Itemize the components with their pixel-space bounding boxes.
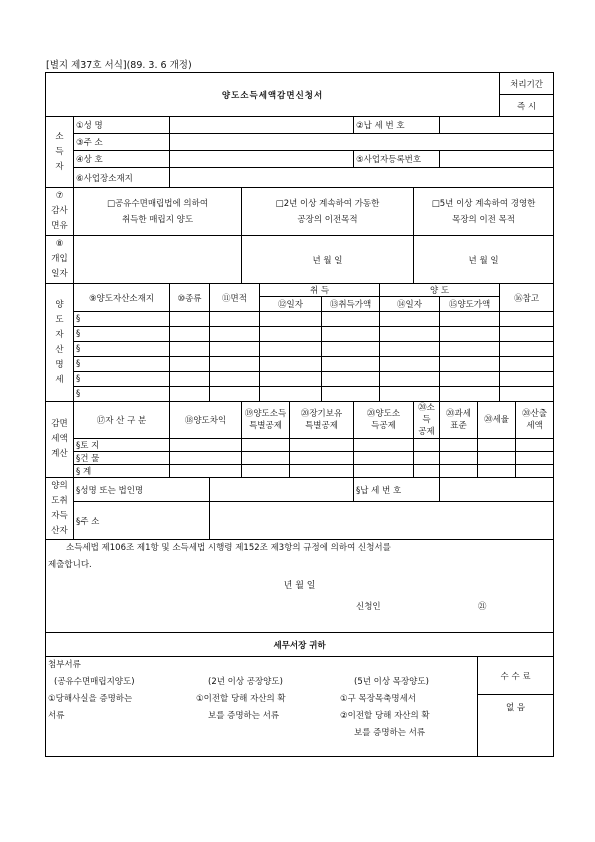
form-reference: [별지 제37호 서식](89. 3. 6 개정) — [46, 60, 192, 71]
asset-row[interactable] — [46, 387, 554, 402]
transferee-section-label: 양의 도취 자득 산자 — [46, 478, 74, 540]
tax-office-addressee: 세무서장 귀하 — [46, 633, 554, 657]
capital-gain-header: ⑱양도차익 — [170, 402, 242, 439]
calc-total-label: § 계 — [74, 465, 170, 478]
transfer-income-deduction-header: ⑳양도소 득공제 — [354, 402, 414, 439]
asset-area-header: ⑪면적 — [210, 284, 260, 312]
transferee-taxpayer-no-label: §납 세 번 호 — [354, 478, 440, 502]
calc-building-label: §건 물 — [74, 452, 170, 465]
asset-row[interactable] — [46, 312, 554, 327]
asset-location-header: ⑨양도자산소재지 — [74, 284, 170, 312]
transfer-header: 양 도 — [380, 284, 500, 297]
asset-row[interactable] — [46, 372, 554, 387]
calc-section-label: 감면 세액 계산 — [46, 402, 74, 478]
taxpayer-no-label: ②납 세 번 호 — [354, 117, 440, 134]
acquisition-header: 취 득 — [260, 284, 380, 297]
calculated-tax-header: ⑳산출 세액 — [516, 402, 554, 439]
applicant-name-field[interactable] — [170, 117, 354, 134]
transferee-name-label: §성명 또는 법인명 — [74, 478, 210, 502]
processing-period-label: 처리기간 — [500, 73, 554, 95]
business-start-label: ⑧ 개입 일자 — [46, 236, 74, 284]
asset-row-marker: § — [74, 387, 170, 402]
acquisition-date-header: ⑫일자 — [260, 297, 322, 312]
transferee-address-field[interactable] — [210, 502, 554, 540]
income-deduction-header: ⑳소득 공제 — [414, 402, 440, 439]
reduction-reason-label: ⑦ 감사 면유 — [46, 188, 74, 236]
special-deduction-header: ⑲양도소득 특별공제 — [242, 402, 290, 439]
transfer-price-header: ⑮양도가액 — [440, 297, 500, 312]
declaration-date[interactable]: 년 월 일 — [283, 581, 316, 591]
reduction-option-reclaimed-land[interactable]: □공유수면매립법에 의하여 취득한 매립지 양도 — [74, 188, 242, 236]
taxpayer-no-field[interactable] — [440, 117, 554, 134]
business-start-date-2[interactable]: 년 월 일 — [414, 236, 554, 284]
business-location-field[interactable] — [170, 168, 554, 188]
application-form — [45, 72, 554, 757]
trade-name-label: ④상 호 — [74, 151, 170, 168]
trade-name-field[interactable] — [170, 151, 354, 168]
asset-row[interactable] — [46, 357, 554, 372]
declaration: 소득세법 제106조 제1항 및 소득세법 시행령 제152조 제3항의 규정에 의하여 신청서를 제출합니다. 년 월 일 신청인 ㉑ — [46, 540, 554, 633]
reduction-option-ranch[interactable]: □5년 이상 계속하여 경영한 목장의 이전 목적 — [414, 188, 554, 236]
transfer-date-header: ⑭일자 — [380, 297, 440, 312]
fee-label: 수 수 료 — [478, 657, 554, 695]
asset-row[interactable] — [46, 327, 554, 342]
transferee-taxpayer-no-field[interactable] — [440, 478, 554, 502]
transferee-address-label: §주 소 — [74, 502, 210, 540]
asset-row-marker: § — [74, 357, 170, 372]
reduction-option-factory[interactable]: □2년 이상 계속하여 가동한 공장의 이전목적 — [242, 188, 414, 236]
applicant-name-label: ①성 명 — [74, 117, 170, 134]
note-header: ⑯참고 — [500, 284, 554, 312]
tax-rate-header: ⑳세율 — [478, 402, 516, 439]
seal-mark[interactable]: ㉑ — [478, 602, 487, 612]
attachments: 첨부서류 (공유수면매립지양도) (2년 이상 공장양도) (5년 이상 목장양도) ①당해사실을 증명하는 ①이전할 당해 자산의 확 ①구 목장목축명세서 서류 보를 증명하는 서류 ②이전할 당해 자산의 확 보를 증명하는 서류 — [46, 657, 478, 757]
fee-value: 없 음 — [478, 695, 554, 757]
processing-period-value: 즉 시 — [500, 95, 554, 117]
asset-kind-header: ⑩종류 — [170, 284, 210, 312]
acquisition-price-header: ⑬취득가액 — [322, 297, 380, 312]
applicant-signature-label: 신청인 — [356, 602, 381, 612]
business-start-date-1[interactable]: 년 월 일 — [242, 236, 414, 284]
asset-row-marker: § — [74, 312, 170, 327]
business-start-blank — [74, 236, 242, 284]
applicant-section-label: 소 득 자 — [46, 117, 74, 188]
tax-base-header: ⑳과세 표준 — [440, 402, 478, 439]
business-reg-no-field[interactable] — [440, 151, 554, 168]
applicant-address-label: ③주 소 — [74, 134, 170, 151]
business-location-label: ⑥사업장소재지 — [74, 168, 170, 188]
transferee-name-field[interactable] — [210, 478, 354, 502]
form-title: 양도소득세액감면신청서 — [46, 73, 500, 117]
calc-land-label: §토 지 — [74, 439, 170, 452]
long-term-deduction-header: ⑳장기보유 특별공제 — [290, 402, 354, 439]
applicant-address-field[interactable] — [170, 134, 554, 151]
business-reg-no-label: ⑤사업자등록번호 — [354, 151, 440, 168]
asset-section-label: 양 도 자 산 명 세 — [46, 284, 74, 402]
asset-type-header: ⑰자 산 구 분 — [74, 402, 170, 439]
asset-row-marker: § — [74, 372, 170, 387]
asset-row-marker: § — [74, 342, 170, 357]
asset-row-marker: § — [74, 327, 170, 342]
asset-row[interactable] — [46, 342, 554, 357]
